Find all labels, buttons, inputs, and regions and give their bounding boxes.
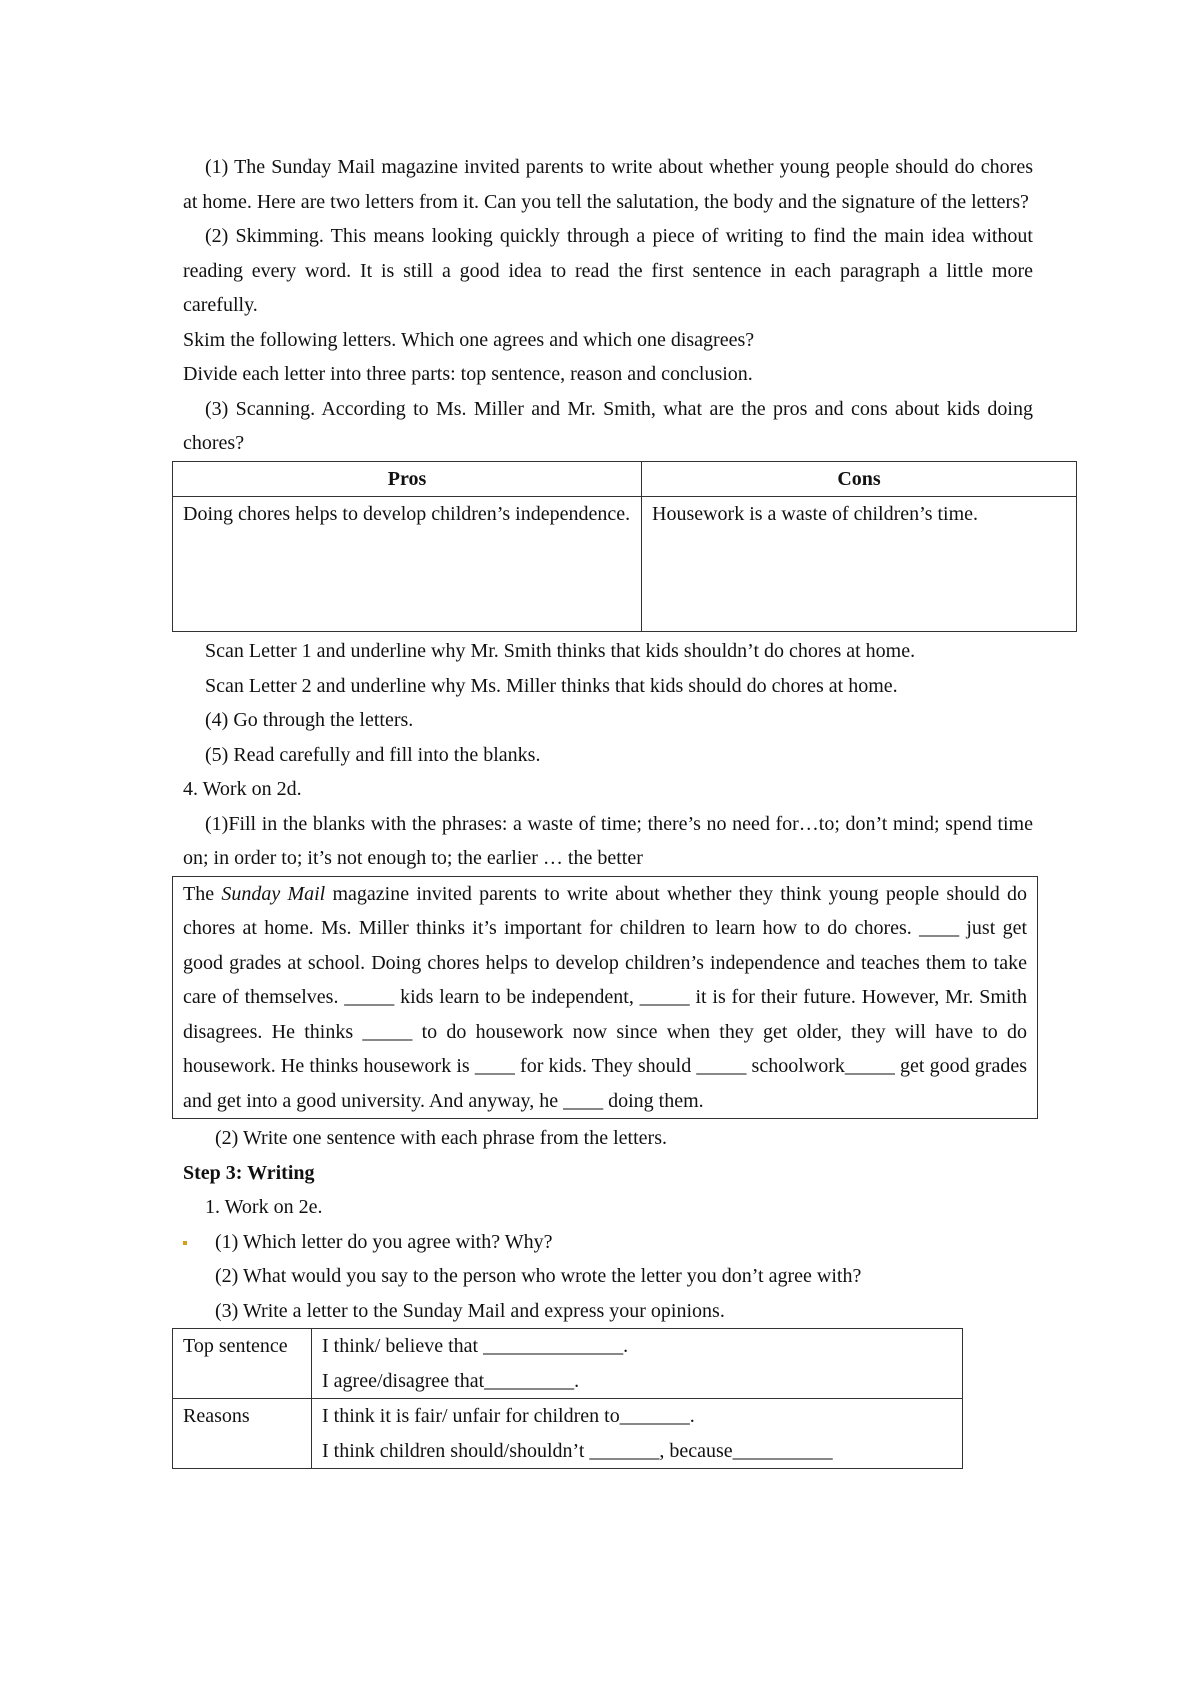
box-text-body: magazine invited parents to write about whether they think young people should do chores at home. Ms. Miller thinks it’s important for children to learn how to do chores. ____ just get good grades at school. Doing chores helps to develop children’s independence and teaches them to take care of themselves. _____ kids learn to be independent, _____ it is for their future. However, Mr. Smith disagrees. He thinks _____ to do housework now since when they get older, they will have to do housework. He thinks housework is ____ for kids. They should _____ schoolwork_____ get good grades and get into a good university. And anyway, he ____ doing them. <box>183 882 1028 1112</box>
step-3-title: Step 3: Writing <box>183 1161 315 1184</box>
read-carefully: (5) Read carefully and fill into the blanks. <box>205 743 541 766</box>
pros-cons-row <box>173 497 1077 632</box>
reasons-line-1: I think it is fair/ unfair for children to_______. <box>322 1405 695 1427</box>
scan-letter-1: Scan Letter 1 and underline why Mr. Smith thinks that kids shouldn’t do chores at home. <box>205 640 916 662</box>
top-sentence-line-2: I agree/disagree that_________. <box>322 1369 580 1392</box>
work-2d-instructions: (1)Fill in the blanks with the phrases: a waste of time; there’s no need for…to; don’t mind; spend time on; in order to; it’s not enough to; the earlier … the better <box>183 812 1033 869</box>
question-1: (1) Which letter do you agree with? Why? <box>215 1230 553 1253</box>
writing-frame-table <box>172 1328 963 1469</box>
reasons-line-2: I think children should/shouldn’t _______, because__________ <box>322 1439 833 1462</box>
question-3: (3) Write a letter to the Sunday Mail and express your opinions. <box>215 1299 725 1322</box>
intro-paragraph-5: (3) Scanning. According to Ms. Miller and Mr. Smith, what are the pros and cons about kids doing chores? <box>183 397 1033 454</box>
intro-paragraph-4: Divide each letter into three parts: top sentence, reason and conclusion. <box>183 363 753 385</box>
marker-dot-icon <box>183 1241 187 1245</box>
writing-row-reasons <box>173 1399 963 1469</box>
top-sentence-content <box>312 1329 963 1399</box>
cons-cell: Housework is a waste of children’s time. <box>642 497 1077 632</box>
reasons-label: Reasons <box>173 1399 312 1469</box>
intro-paragraph-3: Skim the following letters. Which one agrees and which one disagrees? <box>183 328 755 351</box>
go-through-letters: (4) Go through the letters. <box>205 709 414 731</box>
question-2: (2) What would you say to the person who wrote the letter you don’t agree with? <box>215 1265 862 1287</box>
scan-letter-2: Scan Letter 2 and underline why Ms. Miller thinks that kids should do chores at home. <box>205 674 898 697</box>
fill-in-blanks-box <box>172 876 1038 1120</box>
box-text-start: The <box>183 882 222 905</box>
intro-paragraph-1: (1) The Sunday Mail magazine invited parents to write about whether young people should do chores at home. Here are two letters from it. Can you tell the salutation, the body and the signature of the letters? <box>183 156 1033 213</box>
pros-header: Pros <box>173 461 642 497</box>
top-sentence-line-1: I think/ believe that ______________. <box>322 1335 629 1357</box>
intro-paragraph-2: (2) Skimming. This means looking quickly through a piece of writing to find the main idea without reading every word. It is still a good idea to read the first sentence in each paragraph a little more carefully. <box>183 225 1033 316</box>
pros-cons-header-row <box>173 461 1077 497</box>
writing-row-top-sentence <box>173 1329 963 1399</box>
box-text-magazine-name: Sunday Mail <box>221 882 326 905</box>
reasons-content <box>312 1399 963 1469</box>
worksheet-page <box>183 150 1033 1469</box>
top-sentence-label: Top sentence <box>173 1329 312 1399</box>
pros-cell: Doing chores helps to develop children’s independence. <box>173 497 642 632</box>
pros-cons-table <box>172 461 1077 633</box>
work-2e-item: 1. Work on 2e. <box>205 1196 323 1218</box>
cons-header: Cons <box>642 461 1077 497</box>
write-sentences-instruction: (2) Write one sentence with each phrase from the letters. <box>215 1127 667 1149</box>
work-2d-title: 4. Work on 2d. <box>183 778 302 800</box>
